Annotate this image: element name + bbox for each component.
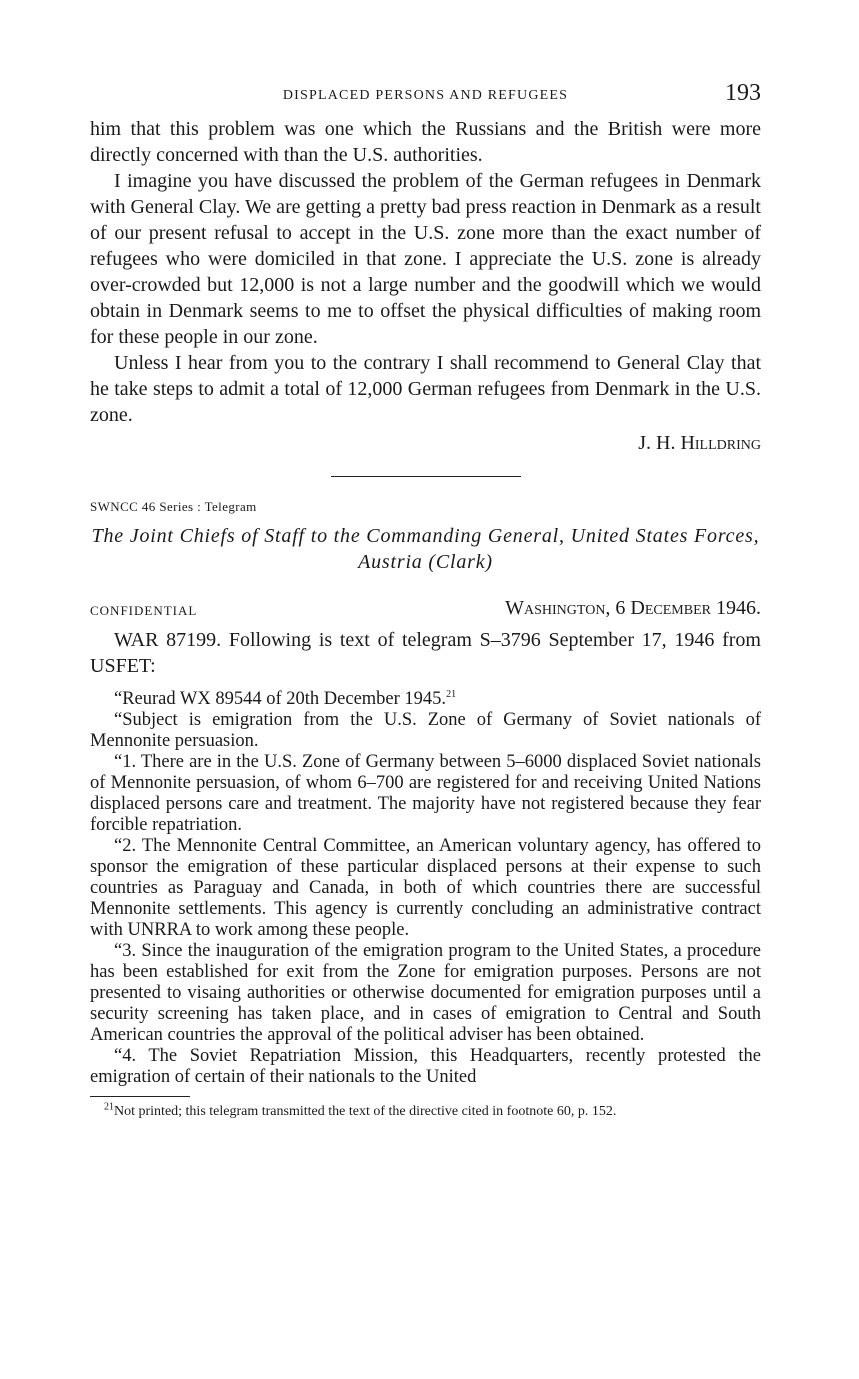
quote-paragraph: “4. The Soviet Repatriation Mission, this Headquarters, recently protested the emigration of certain of their nationals to the United (90, 1046, 761, 1087)
document-source: SWNCC 46 Series : Telegram (90, 499, 257, 514)
quote-reurad (90, 689, 761, 710)
running-head (90, 80, 761, 112)
letter-paragraph: him that this problem was one which the Russians and the British were more directly concerned with than the U.S. authorities. (90, 118, 761, 166)
footnote-ref: 21 (446, 688, 457, 700)
quote-reurad-text: “Reurad WX 89544 of 20th December 1945. (114, 689, 447, 709)
telegram-intro: WAR 87199. Following is text of telegram S–3796 September 17, 1946 from USFET: (90, 629, 761, 677)
dateline: Washington, 6 December 1946. (505, 597, 761, 619)
quote-paragraph: “Subject is emigration from the U.S. Zone of Germany of Soviet nationals of Mennonite persuasion. (90, 710, 761, 751)
footnote-marker: 21 (104, 1101, 114, 1113)
letter-paragraph: I imagine you have discussed the problem of the German refugees in Denmark with General Clay. We are getting a pretty bad press reaction in Denmark as a result of our present refusal to accept in the U.S. zone more than the exact number of refugees who were domiciled in that zone. I appreciate the U.S. zone is already over-crowded but 12,000 is not a large number and the goodwill which we would obtain in Denmark seems to me to offset the physical difficulties of making room for these people in our zone. (90, 170, 761, 348)
running-title: DISPLACED PERSONS AND REFUGEES (282, 88, 569, 103)
meta-line (90, 597, 761, 623)
classification-label: CONFIDENTIAL (90, 603, 198, 618)
page (90, 80, 761, 1121)
letter-body (90, 116, 761, 456)
quote-paragraph: “3. Since the inauguration of the emigration program to the United States, a procedure has been established for exit from the Zone for emigration purposes. Persons are not presented to visaing authorities or otherwise documented for emigration purposes until a security screening has taken place, and in cases of emigration to Central and South American countries the approval of the political adviser has been obtained. (90, 941, 761, 1045)
quote-paragraph: “1. There are in the U.S. Zone of Germany between 5–6000 displaced Soviet nationals of Mennonite persuasion, of whom 6–700 are registered for and receiving United Nations displaced persons care and treatment. The majority have not registered because they fear forcible repatriation. (90, 752, 761, 835)
section-divider (331, 476, 521, 477)
signature: J. H. Hilldring (638, 432, 761, 454)
quote-paragraph: “2. The Mennonite Central Committee, an American voluntary agency, has offered to sponsor the emigration of these particular displaced persons at their expense to such countries as Paraguay and Canada, in both of which countries there are successful Mennonite settlements. This agency is currently concluding an administrative contract with UNRRA to work among these people. (90, 836, 761, 940)
footnote-divider (90, 1096, 190, 1097)
page-number: 193 (725, 80, 761, 106)
document-heading: The Joint Chiefs of Staff to the Commanding General, United States Forces, Austria (Clark) (91, 525, 760, 573)
footnote-text: Not printed; this telegram transmitted the text of the directive cited in footnote 60, p. 152. (114, 1104, 617, 1119)
footnote (90, 1103, 761, 1121)
letter-paragraph: Unless I hear from you to the contrary I shall recommend to General Clay that he take steps to admit a total of 12,000 German refugees from Denmark in the U.S. zone. (90, 352, 761, 426)
